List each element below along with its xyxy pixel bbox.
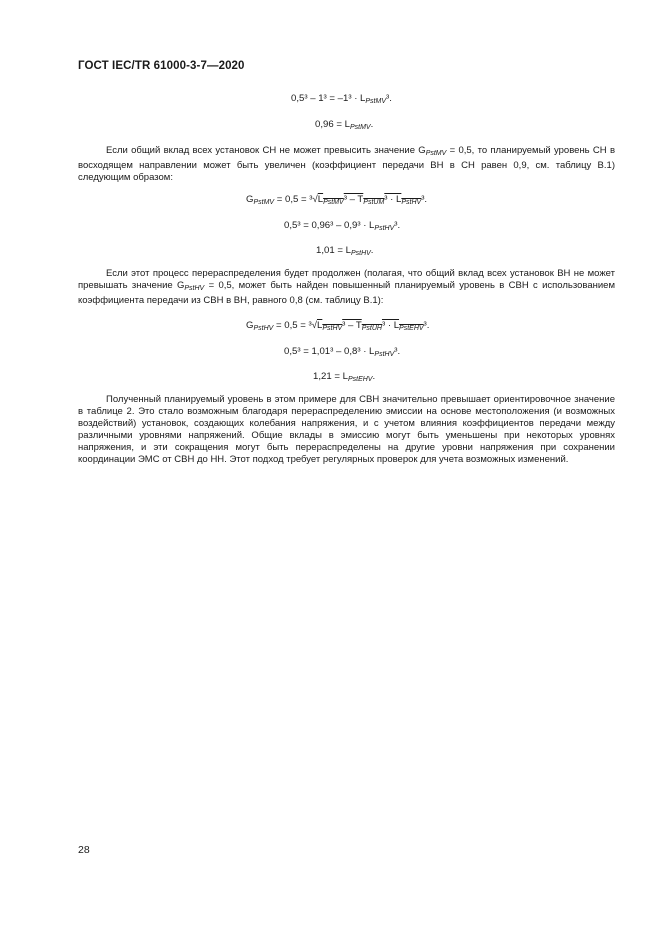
paragraph-2 <box>78 268 615 307</box>
equation-lhs: G <box>246 194 254 205</box>
equation-text: 1,21 = L <box>313 371 348 382</box>
paragraph-text: Если этот процесс перераспределения будет продолжен (полагая, что общий вклад всех установок ВН не может превышать значение G <box>78 268 615 292</box>
equation-subscript: PstMV <box>349 124 371 131</box>
paragraph-subscript: PstMV <box>425 150 447 157</box>
equation-tail: ³. <box>421 194 428 205</box>
equation-mid: = 0,5 = ³√ <box>273 320 317 331</box>
equation-tail: . <box>370 245 374 256</box>
equation-text: 0,96 = L <box>315 119 350 130</box>
equation-tail: ³. <box>423 320 430 331</box>
paragraph-text: = 0,5, может быть найден повышенный планируемый уровень в СВН с использованием коэффициента передачи из СВН в ВН, равного 0,8 (см. таблицу В.1): <box>78 280 615 307</box>
document-header: ГОСТ IEC/TR 61000-3-7—2020 <box>78 60 245 72</box>
equation-subscript: PstHV <box>350 250 371 257</box>
equation-lhs: G <box>246 320 254 331</box>
radical-body: $L_{PstMV}^3 - T_{PstUM}^3 \cdot L_{PstHV}$ <box>317 194 422 206</box>
equation-subscript: PstHV <box>253 325 274 332</box>
equation-text: 0,5³ – 1³ = –1³ · L <box>291 93 366 104</box>
equation-subscript: PstHV <box>374 351 395 358</box>
equation-tail: ³. <box>394 220 401 231</box>
equation-tail: . <box>370 119 374 130</box>
equation-text: 1,01 = L <box>316 245 351 256</box>
paragraph-text: Полученный планируемый уровень в этом примере для СВН значительно превышает ориентировочное значение в таблице 2. Это стало возможным благодаря перераспределению эмиссии на основе местоположения (и возможных воздействий) установок, создающих колебания напряжения, и с учетом влияния коэффициентов передачи между различными уровнями напряжений. Общие вклады в эмиссию могут быть уменьшены при некоторых уровнях напряжения, и эти сокращения могут быть перераспределены на другие уровни напряжения при сохранении координации ЭМС от СВН до НН. Этот подход требует регулярных проверок для учета возможных изменений. <box>78 394 615 466</box>
equation-subscript: PstMV <box>253 199 275 206</box>
equation-subscript: PstHV <box>374 225 395 232</box>
page-number: 28 <box>78 844 90 856</box>
equation-text: 0,5³ = 0,96³ – 0,9³ · L <box>284 220 375 231</box>
equation-subscript: PstMV <box>365 98 387 105</box>
paragraph-subscript: PstHV <box>184 285 205 293</box>
equation-tail: . <box>372 371 376 382</box>
paragraph-3 <box>78 394 615 467</box>
paragraph-text: Если общий вклад всех установок СН не может превысить значение G <box>106 145 426 156</box>
paragraph-1 <box>78 145 615 184</box>
equation-tail: ³. <box>386 93 392 104</box>
equation-tail: ³. <box>394 346 401 357</box>
equation-text: 0,5³ = 1,01³ – 0,8³ · L <box>284 346 375 357</box>
equation-subscript: PstEHV <box>347 376 373 383</box>
equation-mid: = 0,5 = ³√ <box>274 194 318 205</box>
paragraph-text: = 0,5, то планируемый уровень СН в восходящем направлении может быть увеличен (коэффициент передачи ВН в СН равен 0,9, см. таблицу В.1) следующим образом: <box>78 145 615 184</box>
radical-body: $L_{PstHV}^3 - T_{PstUH}^3 \cdot L_{PstEHV}$ <box>316 320 424 332</box>
